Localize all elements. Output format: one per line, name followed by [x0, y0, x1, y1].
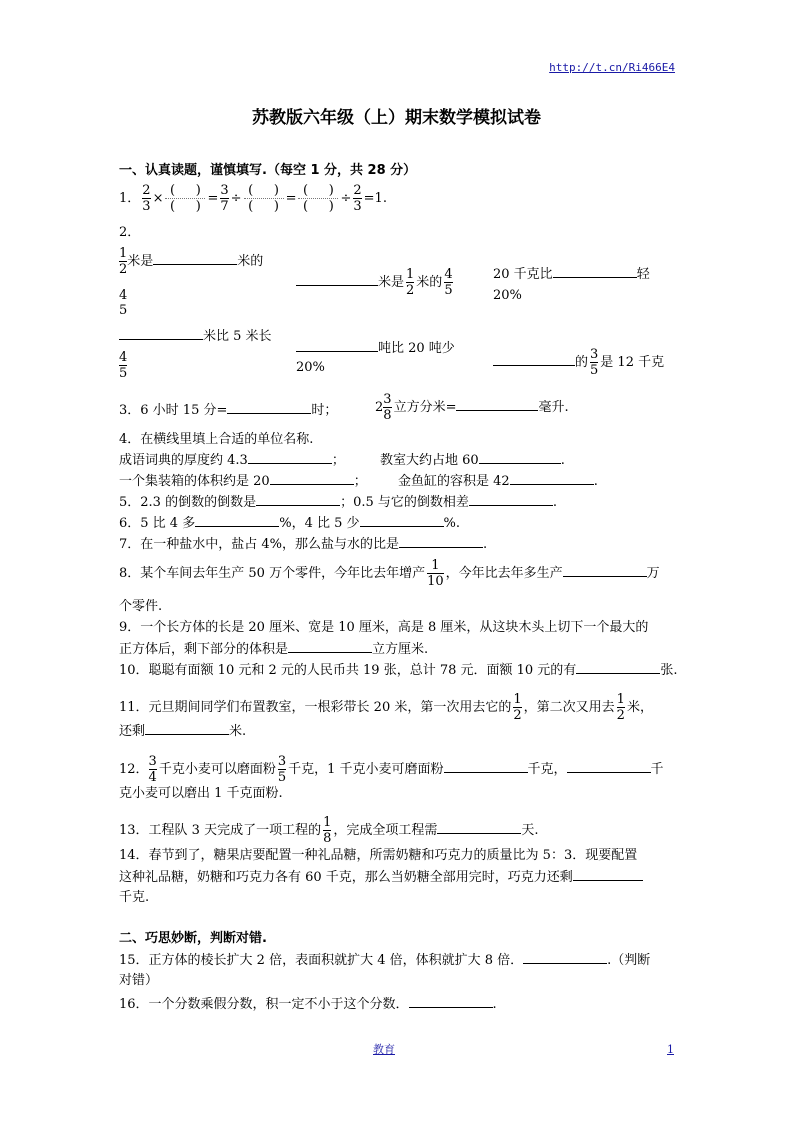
question-12: 12． $\frac{3}{4}$ 千克小麦可以磨面粉 $\frac{3}{5}$ 千克，1 千克小麦可磨面粉 千克， 千	[119, 754, 664, 785]
question-3: 3．6 小时 15 分= 时；	[119, 403, 338, 418]
question-15: 15．正方体的棱长扩大 2 倍，表面积就扩大 4 倍，体积就扩大 8 倍． .（判断	[119, 953, 651, 968]
q2-cell-4: 米比 5 米长	[119, 328, 272, 345]
question-8: 8．某个车间去年生产 50 万个零件，今年比去年增产 $\frac{1}{10}$ ，今年比去年多生产 万	[119, 558, 660, 589]
q4-prompt: 4．在横线里填上合适的单位名称.	[119, 432, 314, 447]
q14-blank[interactable]	[573, 869, 643, 881]
section-1-heading: 一、认真读题，谨慎填写.（每空 1 分，共 28 分）	[119, 163, 417, 178]
q2-cell-3: 20 千克比 轻	[493, 267, 650, 282]
q2-blank-5[interactable]	[296, 340, 378, 352]
q2-number: 2．	[119, 225, 141, 240]
q4-blank-2[interactable]	[479, 452, 561, 464]
question-9-line1: 9．一个长方体的长是 20 厘米、宽是 10 厘米，高是 8 厘米，从这块木头上切下一个最大的	[119, 620, 649, 635]
q1-fraction-2-3b: $\frac{2}{3}$	[353, 183, 362, 214]
q2-blank-1[interactable]	[153, 253, 237, 265]
q2-cell-6: 的 $\frac{3}{5}$ 是 12 千克	[493, 347, 664, 378]
section-2-heading: 二、巧思妙断，判断对错.	[119, 931, 267, 946]
q5-blank-1[interactable]	[256, 494, 340, 506]
q9-blank[interactable]	[288, 641, 372, 653]
q2-cell-2: 米是 $\frac{1}{2}$ 米的 $\frac{4}{5}$	[296, 267, 455, 298]
q6-blank-2[interactable]	[360, 515, 444, 527]
question-11-line2: 还剩 米.	[119, 724, 247, 739]
header-url-link[interactable]: http://t.cn/Ri466E4	[549, 61, 675, 74]
q4-blank-3[interactable]	[270, 473, 354, 485]
q4-blank-4[interactable]	[510, 473, 594, 485]
question-13: 13．工程队 3 天完成了一项工程的 $\frac{1}{8}$ ，完成全项工程需 天.	[119, 815, 539, 846]
q16-blank[interactable]	[409, 996, 493, 1008]
question-15-line2: 对错）	[119, 973, 159, 988]
q15-blank[interactable]	[523, 952, 607, 964]
question-12-line2: 克小麦可以磨出 1 千克面粉.	[119, 786, 283, 801]
q1-blank-fraction-2[interactable]: $\frac{( )}{( )}$	[244, 183, 284, 214]
q1-fraction-2-3: $\frac{2}{3}$	[142, 183, 151, 214]
q2-cell-1-fraction: 4 5	[119, 288, 128, 318]
question-16: 16．一个分数乘假分数，积一定不小于这个分数． .	[119, 997, 497, 1012]
q2-cell-4-fraction: $\frac{4}{5}$	[119, 350, 128, 381]
q4-blank-1[interactable]	[248, 452, 332, 464]
q4-line-b2: 金鱼缸的容积是 42 .	[398, 474, 598, 489]
q1-fraction-3-7: $\frac{3}{7}$	[220, 183, 229, 214]
q3-blank-2[interactable]	[456, 399, 538, 411]
q3-blank-1[interactable]	[227, 402, 311, 414]
question-7: 7．在一种盐水中，盐占 4%，那么盐与水的比是 .	[119, 537, 488, 552]
q6-blank-1[interactable]	[195, 515, 279, 527]
page-number: 1	[667, 1043, 674, 1056]
footer-link[interactable]: 教育	[373, 1043, 395, 1056]
q1-blank-fraction-3[interactable]: $\frac{( )}{( )}$	[298, 183, 338, 214]
question-14-line2: 这种礼品糖，奶糖和巧克力各有 60 千克，那么当奶糖全部用完时，巧克力还剩	[119, 869, 643, 886]
q1-number: 1．	[119, 191, 141, 206]
q2-cell-5: 吨比 20 吨少	[296, 340, 455, 357]
q2-cell-3-percent: 20%	[493, 288, 522, 303]
question-10: 10．聪聪有面额 10 元和 2 元的人民币共 19 张，总计 78 元．面额 10 元的有 张.	[119, 663, 678, 678]
question-1: 1． $\frac{2}{3}$ × $\frac{( )}{( )}$ = $\frac{3}{7}$ ÷ $\frac{( )}{( )}$ = $\frac{( )}{( )}$ ÷ $\frac{2}{3}$ =1.	[119, 183, 387, 214]
q2-cell-5-percent: 20%	[296, 360, 325, 375]
q2-blank-2[interactable]	[296, 274, 378, 286]
question-14-line3: 千克.	[119, 890, 150, 905]
q12-blank-1[interactable]	[444, 761, 528, 773]
q2-blank-4[interactable]	[119, 328, 203, 340]
question-6: 6．5 比 4 多 %，4 比 5 少 %.	[119, 516, 461, 531]
q4-line-b1: 一个集装箱的体积约是 20 ；	[119, 474, 367, 489]
q2-blank-6[interactable]	[493, 354, 575, 366]
q5-blank-2[interactable]	[469, 494, 553, 506]
q12-blank-2[interactable]	[567, 761, 651, 773]
page-title: 苏教版六年级（上）期末数学模拟试卷	[252, 108, 541, 128]
q13-blank[interactable]	[437, 822, 521, 834]
question-8-line2: 个零件.	[119, 599, 163, 614]
q4-line-a1: 成语词典的厚度约 4.3 ；	[119, 453, 345, 468]
question-14-line1: 14．春节到了，糖果店要配置一种礼品糖，所需奶糖和巧克力的质量比为 5：3．现要配置	[119, 848, 638, 863]
q2-blank-3[interactable]	[553, 266, 637, 278]
question-3b: 2 $\frac{3}{8}$ 立方分米= 毫升.	[375, 392, 569, 423]
q10-blank[interactable]	[576, 662, 660, 674]
question-11: 11．元旦期间同学们布置教室，一根彩带长 20 米，第一次用去它的 $\frac{1}{2}$ ，第二次又用去 $\frac{1}{2}$ 米，	[119, 692, 653, 723]
q7-blank[interactable]	[399, 536, 483, 548]
q11-blank[interactable]	[145, 723, 229, 735]
q4-line-a2: 教室大约占地 60 .	[380, 453, 565, 468]
q8-blank[interactable]	[563, 565, 647, 577]
question-9-line2: 正方体后，剩下部分的体积是 立方厘米.	[119, 642, 429, 657]
question-5: 5．2.3 的倒数的倒数是 ；0.5 与它的倒数相差 .	[119, 495, 558, 510]
q1-blank-fraction-1[interactable]: $\frac{( )}{( )}$	[165, 183, 205, 214]
q2-cell-1: $\frac{1}{2}$ 米是 米的	[119, 246, 264, 277]
